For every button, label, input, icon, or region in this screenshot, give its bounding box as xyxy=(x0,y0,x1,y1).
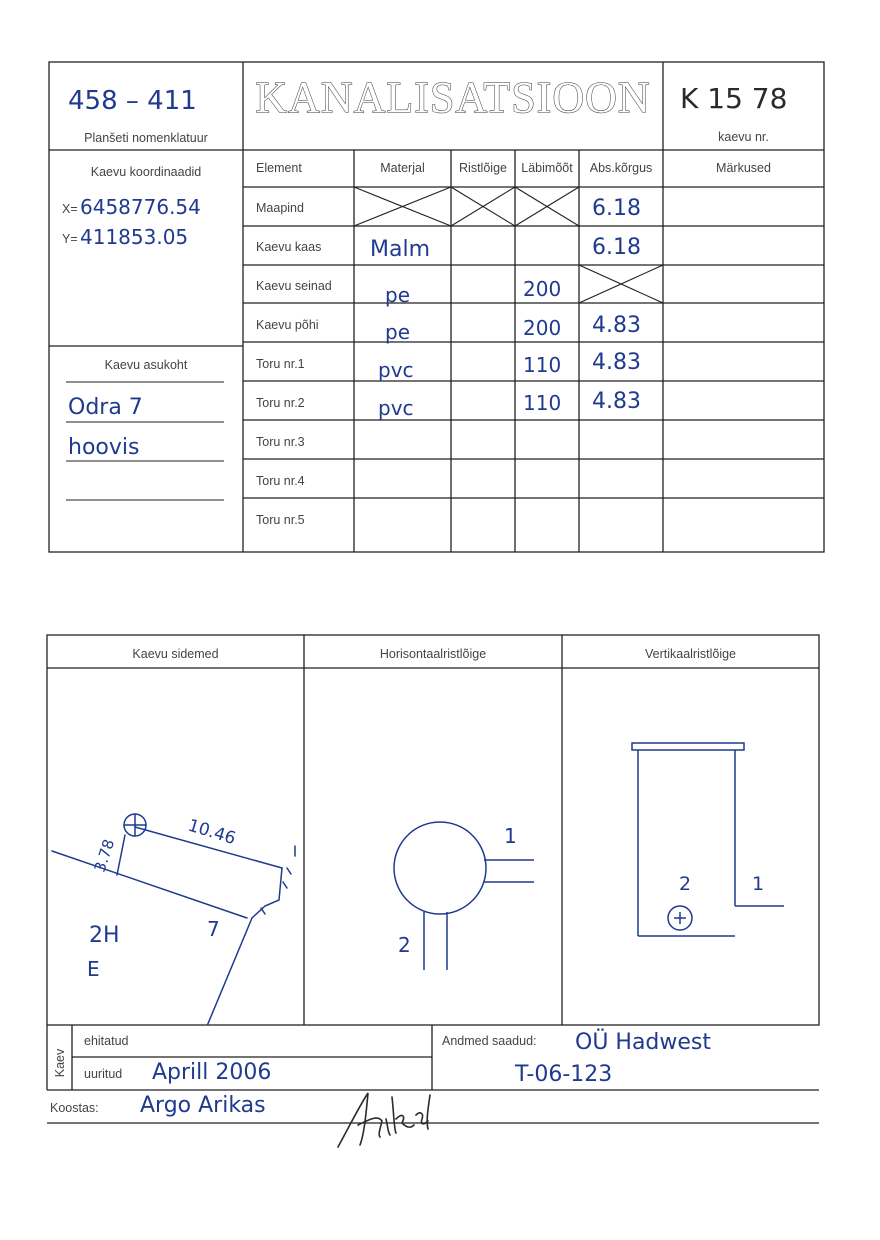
built-label: ehitatud xyxy=(84,1034,129,1048)
data-source-value-1: OÜ Hadwest xyxy=(575,1030,712,1055)
cell-diameter: 200 xyxy=(523,277,562,301)
signature xyxy=(330,1085,440,1155)
row-element-label: Maapind xyxy=(256,201,304,215)
cell-material: pe xyxy=(385,283,410,307)
vertical-section-sketch xyxy=(562,668,819,1025)
pipe-2-label: 2 xyxy=(398,933,411,957)
row-element-label: Toru nr.4 xyxy=(256,474,305,488)
well-number-label: kaevu nr. xyxy=(718,130,769,144)
cell-material: pe xyxy=(385,320,410,344)
dim-long-label: 10.46 xyxy=(185,815,238,850)
cell-diameter: 200 xyxy=(523,316,562,340)
drawing-title-horizontal: Horisontaalristlõige xyxy=(379,647,487,661)
cell-height: 4.83 xyxy=(592,350,641,375)
cell-material: pvc xyxy=(378,396,414,420)
compiled-label: Koostas: xyxy=(50,1101,99,1115)
footer-lines xyxy=(0,1020,880,1140)
coordinates-label: Kaevu koordinaadid xyxy=(90,165,202,179)
col-header-abs-height: Abs.kõrgus xyxy=(589,161,653,175)
data-source-label: Andmed saadud: xyxy=(442,1034,537,1048)
row-element-label: Toru nr.2 xyxy=(256,396,305,410)
row-element-label: Toru nr.5 xyxy=(256,513,305,527)
col-header-diameter: Läbimõõt xyxy=(521,161,573,175)
map-sheet-value: 458 – 411 xyxy=(68,86,197,116)
col-header-material: Materjal xyxy=(380,161,425,175)
row-element-label: Toru nr.1 xyxy=(256,357,305,371)
row-element-label: Kaevu kaas xyxy=(256,240,322,254)
vert-pipe-2-label: 2 xyxy=(679,873,692,895)
measured-value: Aprill 2006 xyxy=(152,1060,272,1085)
x-coordinate-value: 6458776.54 xyxy=(80,195,201,219)
mark-e: E xyxy=(87,957,100,981)
col-header-section: Ristlõige xyxy=(459,161,507,175)
site-connection-sketch xyxy=(47,668,304,1025)
y-prefix: Y= xyxy=(62,232,78,246)
measured-label: uuritud xyxy=(84,1067,123,1081)
location-label: Kaevu asukoht xyxy=(104,358,188,372)
cell-material: pvc xyxy=(378,358,414,382)
well-side-label: Kaev xyxy=(53,1048,67,1078)
row-element-label: Kaevu seinad xyxy=(256,279,332,293)
col-header-element: Element xyxy=(256,161,302,175)
cell-diameter: 110 xyxy=(523,353,562,377)
drawing-title-vertical: Vertikaalristlõige xyxy=(644,647,736,661)
cell-height: 6.18 xyxy=(592,196,641,221)
page-title: KANALISATSIOON xyxy=(255,73,651,122)
cell-height: 6.18 xyxy=(592,235,641,260)
row-element-label: Kaevu põhi xyxy=(256,318,319,332)
y-coordinate-value: 411853.05 xyxy=(80,225,189,249)
cell-height: 4.83 xyxy=(592,313,641,338)
dim-short-label: 3.78 xyxy=(90,836,119,875)
cell-height: 4.83 xyxy=(592,389,641,414)
drawing-title-connections: Kaevu sidemed xyxy=(132,647,219,661)
location-line-2: hoovis xyxy=(68,435,140,460)
mark-2h: 2H xyxy=(89,923,120,948)
data-source-value-2: T-06-123 xyxy=(515,1062,613,1087)
well-number-value: K 15 78 xyxy=(680,82,788,115)
horizontal-section-sketch xyxy=(304,668,562,1025)
map-sheet-label: Planšeti nomenklatuur xyxy=(84,131,208,145)
mark-7: 7 xyxy=(207,917,220,941)
x-prefix: X= xyxy=(62,202,78,216)
col-header-notes: Märkused xyxy=(716,161,771,175)
vert-pipe-1-label: 1 xyxy=(752,873,765,895)
row-element-label: Toru nr.3 xyxy=(256,435,305,449)
pipe-1-label: 1 xyxy=(504,824,517,848)
cell-material: Malm xyxy=(370,237,431,262)
location-line-1: Odra 7 xyxy=(68,395,143,420)
compiled-value: Argo Arikas xyxy=(140,1093,266,1118)
cell-diameter: 110 xyxy=(523,391,562,415)
